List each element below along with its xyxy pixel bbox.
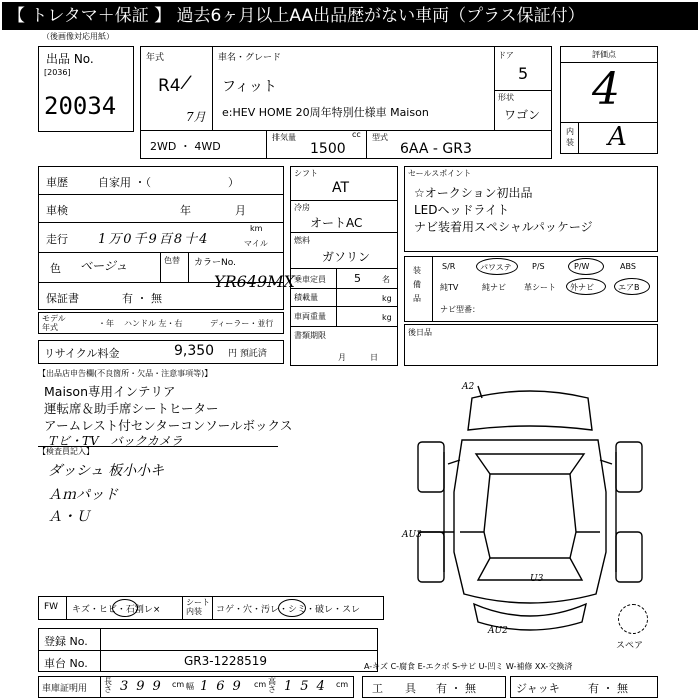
ac-value: オートAC xyxy=(310,216,363,230)
banner: 【 トレタマ＋保証 】 過去6ヶ月以上AA出品歴がない車両（プラス保証付） xyxy=(2,2,698,30)
later-items-box xyxy=(404,324,658,366)
weight-unit: kg xyxy=(382,313,392,322)
nav-model-label: ナビ型番： xyxy=(440,305,480,314)
width-value: 169 xyxy=(200,679,249,694)
lot-number: 20034 xyxy=(44,92,117,120)
jack-value: 有 ・ 無 xyxy=(588,682,628,695)
chassis-value: GR3-1228519 xyxy=(184,654,268,668)
later-items-label: 後日品 xyxy=(408,328,432,337)
model-year-units: ・年 xyxy=(98,319,114,328)
reg-label: 登録 No. xyxy=(44,635,88,648)
equip-tv: 純TV xyxy=(440,283,459,292)
body-label: 形状 xyxy=(498,93,514,102)
shift-value: AT xyxy=(332,180,350,196)
equip-ext-navi: 外ナビ xyxy=(570,283,594,292)
deadline-label: 書類期限 xyxy=(294,331,326,340)
color-no-label: カラーNo. xyxy=(194,258,236,268)
mileage-unit-mile: マイル xyxy=(244,239,268,248)
car-outline-top xyxy=(468,391,592,430)
fuel-value: ガソリン xyxy=(322,250,371,264)
equip-airbag: エアB xyxy=(618,283,640,292)
right-wheel-rear xyxy=(616,532,642,582)
inspector-line-1: ダッシュ 板小小キ xyxy=(48,463,165,479)
mark-au2: AU2 xyxy=(488,626,508,636)
mark-u3: U3 xyxy=(530,574,544,584)
spare-tire-icon xyxy=(618,604,648,634)
history-label: 車歴 xyxy=(46,176,68,189)
grade: e:HEV HOME 20周年特別仕様車 Maison xyxy=(222,106,429,119)
mileage-unit-km: km xyxy=(250,224,263,233)
inspector-label: 【検査員記入】 xyxy=(38,447,94,456)
equip-power-steering: パワステ xyxy=(480,263,512,272)
equip-leather: 革シート xyxy=(524,283,556,292)
displacement: 1500 xyxy=(310,141,346,157)
fw-label: FW xyxy=(44,602,59,612)
score-label: 評価点 xyxy=(592,50,616,59)
capacity-label: 乗車定員 xyxy=(294,275,326,284)
equip-ps: P/S xyxy=(532,262,545,271)
weight-label: 車両重量 xyxy=(294,312,326,321)
color-label: 色 xyxy=(50,262,61,275)
interior-label: 内装 xyxy=(566,127,574,147)
score: 4 xyxy=(592,64,620,115)
capacity-unit: 名 xyxy=(382,275,390,284)
damage-legend: A-キズ C-腐食 E-エクボ S-サビ U-凹ミ W-補修 XX-交換済 xyxy=(364,662,573,671)
top-note: （後画像対応用紙） xyxy=(42,32,114,41)
seat-items: コゲ・穴・汚レ・シミ・破レ・スレ xyxy=(216,605,361,615)
length-unit: cm xyxy=(172,680,185,689)
inspection-label: 車検 xyxy=(46,204,68,217)
seller-line-4: Ｔビ・TV バックカメラ xyxy=(46,434,183,448)
model-year-label: モデル年式 xyxy=(42,314,66,332)
dealer-label: ディーラー・並行 xyxy=(210,319,274,328)
capacity-value: 5 xyxy=(354,272,361,285)
warranty-value: 有 ・ 無 xyxy=(122,292,162,305)
equip-sr: S/R xyxy=(442,262,456,271)
drive: 2WD ・ 4WD xyxy=(150,140,221,153)
sales-line-3: ナビ装着用スペシャルパッケージ xyxy=(414,220,593,234)
doors: 5 xyxy=(518,64,529,83)
mark-au3: AU3 xyxy=(402,530,422,540)
model-label: 型式 xyxy=(372,133,388,142)
load-unit: kg xyxy=(382,294,392,303)
seller-line-3: アームレスト付センターコンソールボックス xyxy=(44,418,293,433)
color-no-value: YR649MX xyxy=(214,272,295,291)
dims-label: 車庫証明用 xyxy=(42,684,88,694)
right-wheel-front xyxy=(616,442,642,492)
interior-score: A xyxy=(608,122,627,152)
sales-line-2: LEDヘッドライト xyxy=(414,203,510,217)
car-name: フィット xyxy=(222,79,277,95)
width-unit: cm xyxy=(254,680,267,689)
body-type: ワゴン xyxy=(504,108,541,122)
handle-label: ハンドル 左・右 xyxy=(124,319,183,328)
mileage-value: 1万0千9百8十4 xyxy=(98,232,210,247)
displacement-label: 排気量 xyxy=(272,133,296,142)
dims-width-label: 幅 xyxy=(186,682,194,691)
load-label: 積載量 xyxy=(294,293,318,302)
length-value: 399 xyxy=(120,679,169,694)
year-era: R4 xyxy=(158,76,181,96)
sales-line-1: ☆オークション初出品 xyxy=(414,186,533,200)
model-code: 6AA - GR3 xyxy=(400,141,472,157)
dims-height-label: 高さ xyxy=(268,677,276,694)
tools-label: 工 具 xyxy=(372,682,416,695)
history-value: 自家用 ・（ ） xyxy=(98,176,239,189)
dims-length-label: 長さ xyxy=(104,677,112,694)
seller-line-2: 運転席＆助手席シートヒーター xyxy=(44,401,219,416)
equipment-label: 装備品 xyxy=(413,266,421,303)
shift-label: シフト xyxy=(294,169,318,178)
lot-sub: [2036] xyxy=(44,68,71,77)
spare-label: スペア xyxy=(616,641,644,651)
jack-label: ジャッキ xyxy=(516,682,560,695)
warranty-label: 保証書 xyxy=(46,292,79,305)
fw-items: キズ・ヒビ・石割レ× xyxy=(72,605,161,615)
ac-label: 冷房 xyxy=(294,203,310,212)
color-change-label: 色替 xyxy=(164,256,180,265)
sales-label: セールスポイント xyxy=(408,169,472,178)
fuel-label: 燃料 xyxy=(294,236,310,245)
inspector-line-2: Ａｍパッド xyxy=(48,487,118,503)
lot-label: 出品 No. xyxy=(46,52,94,66)
tools-value: 有 ・ 無 xyxy=(436,682,476,695)
equip-abs: ABS xyxy=(620,262,636,271)
recycle-label: リサイクル料金 xyxy=(44,347,120,360)
equip-pw: P/W xyxy=(574,262,590,271)
color-value: ベージュ xyxy=(80,259,128,273)
cc-unit: cc xyxy=(352,130,361,139)
deadline-units: 月 日 xyxy=(338,353,378,362)
car-windshield-front xyxy=(476,454,584,474)
door-label: ドア xyxy=(498,51,514,60)
car-damage-diagram xyxy=(400,382,660,638)
equip-navi: 純ナビ xyxy=(482,283,506,292)
year-month: 7月 xyxy=(186,110,206,124)
height-value: 154 xyxy=(284,679,333,694)
seat-label: シート内装 xyxy=(186,598,210,616)
mark-a2: A2 xyxy=(462,382,475,392)
height-unit: cm xyxy=(336,680,349,689)
seller-line-1: Maison専用インテリア xyxy=(44,384,176,399)
recycle-value: 9,350 xyxy=(174,343,215,359)
year-label: 年式 xyxy=(146,53,165,63)
mileage-label: 走行 xyxy=(46,233,68,246)
car-roof xyxy=(484,474,576,558)
inspector-line-3: Ａ・Ｕ xyxy=(48,509,90,525)
left-wheel-front xyxy=(418,442,444,492)
seller-notes-label: 【出品店申告欄(不良箇所・欠品・注意事項等)】 xyxy=(38,369,213,378)
inspection-units: 年 月 xyxy=(180,204,246,217)
car-name-label: 車名・グレード xyxy=(218,53,282,63)
chassis-label: 車台 No. xyxy=(44,657,88,670)
recycle-unit: 円 預託済 xyxy=(228,349,267,359)
